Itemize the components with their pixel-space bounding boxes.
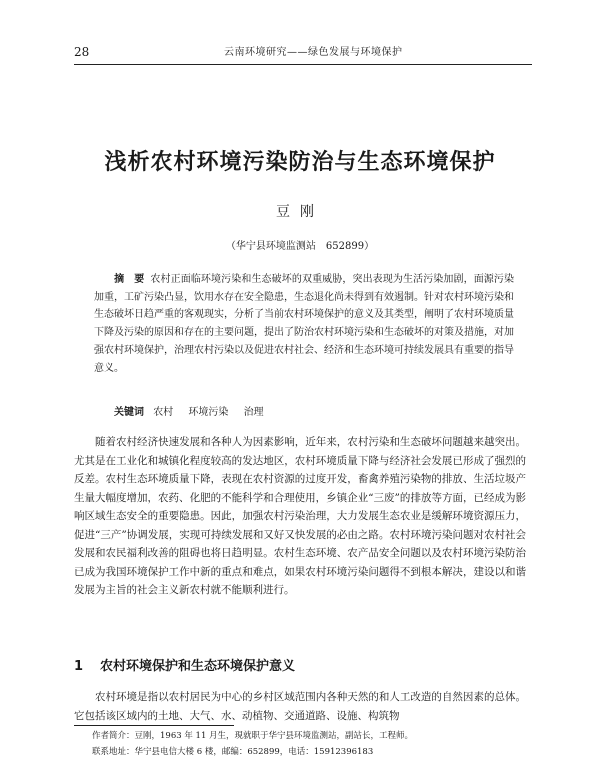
intro-paragraph bbox=[74, 433, 526, 600]
keyword: 环境污染 bbox=[188, 407, 229, 418]
running-head-title: 云南环境研究——绿色发展与环境保护 bbox=[224, 47, 403, 58]
keywords-label: 关键词 bbox=[114, 407, 144, 418]
article-title: 浅析农村环境污染防治与生态环境保护 bbox=[104, 150, 496, 175]
intro-text: 随着农村经济快速发展和各种人为因素影响，近年来，农村污染和生态破坏问题越来越突出。尤其是在工业化和城镇化程度较高的发达地区，农村环境质量下降与经济社会发展已形成了强烈的反差。农村生态环境质量下降，表现在农村资源的过度开发，畜禽养殖污染物的排放、生活垃圾产生量大幅度增加，农药、化肥的不能科学和合理使用，乡镇企业“三废”的排放等方面，已经成为影响区域生态安全的重要隐患。因此，加强农村污染治理，大力发展生态农业是缓解环境资源压力，促进“三产”协调发展，实现可持续发展和又好又快发展的必由之路。农村环境污染问题对农村社会发展和农民福利改善的阻碍也将日趋明显。农村生态环境、农产品安全问题以及农村环境污染防治已成为我国环境保护工作中新的重点和难点，如果农村环境污染问题得不到根本解决，建设以和谐发展为主旨的社会主义新农村就不能顺利进行。 bbox=[74, 436, 526, 596]
page-number: 28 bbox=[74, 45, 90, 59]
section-heading bbox=[74, 658, 295, 676]
section-text: 农村环境是指以农村居民为中心的乡村区域范围内各种天然的和人工改造的自然因素的总体。它包括该区域内的土地、大气、水、动植物、交通道路、设施、构筑物 bbox=[74, 691, 526, 722]
keyword: 治理 bbox=[243, 407, 264, 418]
section-number: 1 bbox=[74, 659, 84, 674]
running-header bbox=[74, 44, 532, 65]
abstract bbox=[94, 271, 514, 377]
abstract-text: 农村正面临环境污染和生态破坏的双重威胁，突出表现为生活污染加剧，面源污染加重，工矿污染凸显，饮用水存在安全隐患，生态退化尚未得到有效遏制。针对农村环境污染和生态破坏日趋严重的客观现实，分析了当前农村环境保护的意义及其类型，阐明了农村环境质量下降及污染的原因和存在的主要问题，提出了防治农村环境污染和生态破坏的对策及措施，对加强农村环境保护，治理农村污染以及促进农村社会、经济和生态环境可持续发展具有重要的指导意义。 bbox=[94, 274, 515, 374]
section-title: 农村环境保护和生态环境保护意义 bbox=[100, 659, 296, 674]
keywords bbox=[114, 404, 276, 421]
section-paragraph bbox=[74, 688, 526, 725]
author-affiliation: （华宁县环境监测站 652899） bbox=[225, 241, 375, 252]
footnote-divider bbox=[74, 725, 234, 726]
author-name: 豆刚 bbox=[276, 204, 324, 220]
keyword: 农村 bbox=[153, 407, 174, 418]
footnote-author-intro: 作者简介：豆刚，1963 年 11 月生，現就职于华宁县环境监测站，副站长，工程师。 bbox=[92, 731, 414, 741]
abstract-label: 摘 要 bbox=[114, 274, 145, 285]
footnote-contact: 联系地址：华宁县电信大楼 6 楼，邮编：652899，电话：15912396183 bbox=[92, 747, 374, 757]
